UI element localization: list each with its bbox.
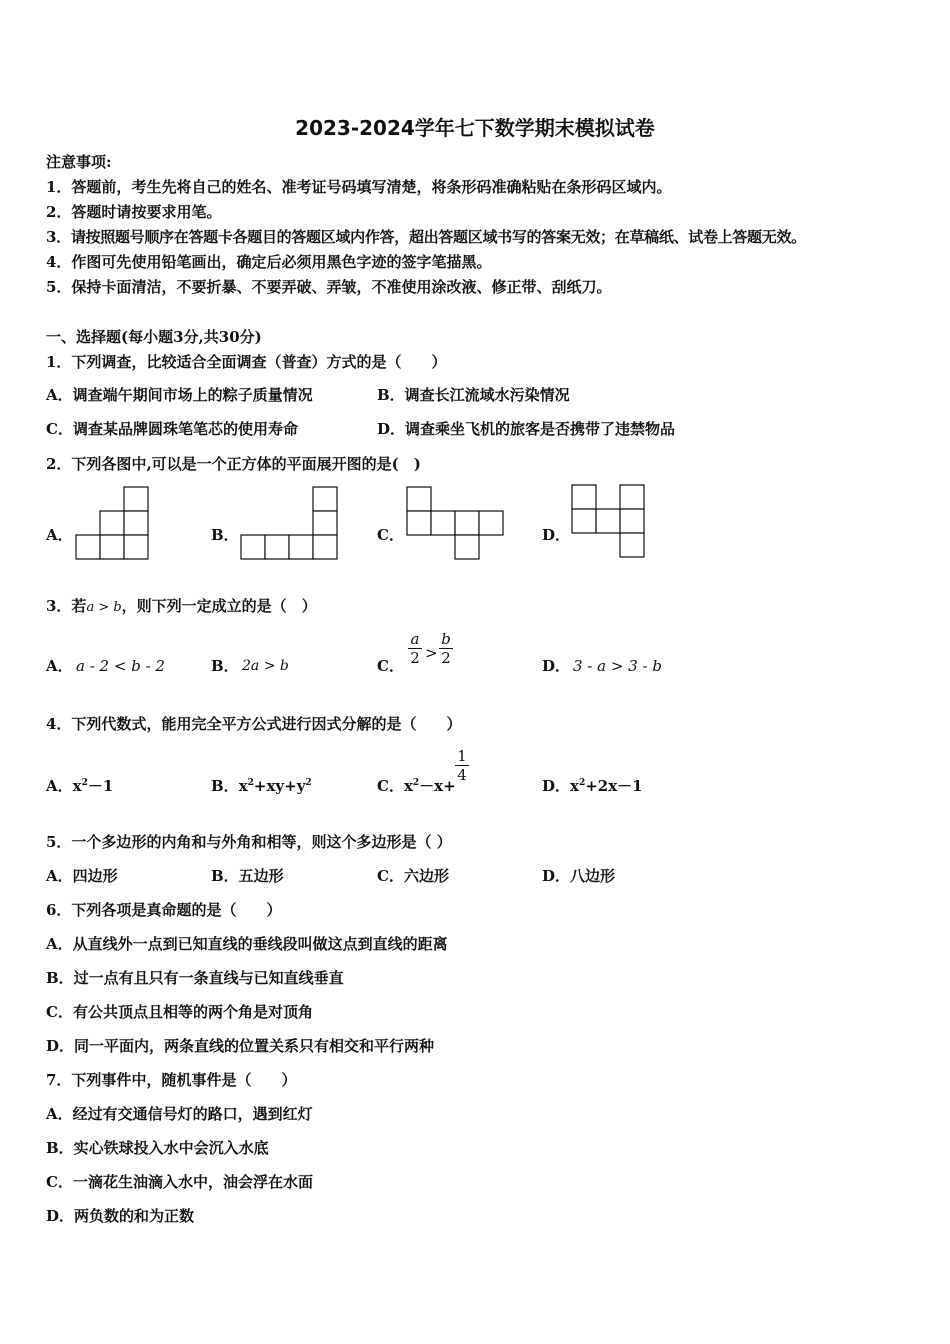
notice-heading: 注意事项: xyxy=(46,153,112,171)
q2-label-a: A． xyxy=(46,526,73,544)
q1-option-d: D．调查乘坐飞机的旅客是否携带了违禁物品 xyxy=(377,420,676,438)
q2-label-b: B． xyxy=(211,526,239,544)
q7-option-b: B．实心铁球投入水中会沉入水底 xyxy=(46,1139,269,1157)
q7-option-a: A．经过有交通信号灯的路口，遇到红灯 xyxy=(46,1105,313,1123)
q3-option-b-label: B． xyxy=(211,657,239,675)
q2-net-a xyxy=(74,485,152,561)
q5-stem: 5．一个多边形的内角和与外角和相等，则这个多边形是（ ） xyxy=(46,833,452,851)
q7-stem: 7．下列事件中，随机事件是（ ） xyxy=(46,1071,297,1089)
q6-option-a: A．从直线外一点到已知直线的垂线段叫做这点到直线的距离 xyxy=(46,935,448,953)
q7-option-d: D．两负数的和为正数 xyxy=(46,1207,195,1225)
q7-option-c: C．一滴花生油滴入水中，油会浮在水面 xyxy=(46,1173,313,1191)
notice-item-4: 4．作图可先使用铅笔画出，确定后必须用黑色字迹的签字笔描黑。 xyxy=(46,253,492,271)
q6-stem: 6．下列各项是真命题的是（ ） xyxy=(46,901,282,919)
q1-stem: 1．下列调查，比较适合全面调查（普查）方式的是（ ） xyxy=(46,353,447,371)
q4-option-d: D．$x^2+2x-1$ xyxy=(542,777,643,795)
q2-net-c xyxy=(405,485,507,561)
q6-option-d: D．同一平面内，两条直线的位置关系只有相交和平行两种 xyxy=(46,1037,435,1055)
section-heading: 一、选择题(每小题3分,共30分) xyxy=(46,328,262,346)
q6-option-b: B．过一点有且只有一条直线与已知直线垂直 xyxy=(46,969,344,987)
q6-option-c: C．有公共顶点且相等的两个角是对顶角 xyxy=(46,1003,313,1021)
q4-option-c: C．$x^2-x+$ xyxy=(377,777,456,795)
q3-option-b-expr: 2a > b xyxy=(242,658,289,674)
notice-item-1: 1．答题前，考生先将自己的姓名、准考证号码填写清楚，将条形码准确粘贴在条形码区域内。 xyxy=(46,178,672,196)
q3-option-c-relation: > xyxy=(425,644,438,662)
q2-label-d: D． xyxy=(542,526,571,544)
q3-option-c-label: C． xyxy=(377,657,404,675)
q3-option-d-expr: 3 - a > 3 - b xyxy=(573,657,662,675)
q1-option-b: B．调查长江流域水污染情况 xyxy=(377,386,570,404)
q3-stem: 3．若a > b，则下列一定成立的是（ ） xyxy=(46,597,317,615)
q3-option-d-label: D． xyxy=(542,657,571,675)
q4-option-b: B．$x^2+xy+y^2$ xyxy=(211,777,312,795)
notice-item-2: 2．答题时请按要求用笔。 xyxy=(46,203,222,221)
q3-condition: a > b xyxy=(86,600,122,615)
q5-option-d: D．八边形 xyxy=(542,867,616,885)
notice-item-5: 5．保持卡面清洁，不要折暴、不要弄破、弄皱，不准使用涂改液、修正带、刮纸刀。 xyxy=(46,278,612,296)
page-title: 2023-2024学年七下数学期末模拟试卷 xyxy=(295,116,655,140)
q1-option-c: C．调查某品牌圆珠笔笔芯的使用寿命 xyxy=(46,420,298,438)
q5-option-c: C．六边形 xyxy=(377,867,449,885)
q5-option-b: B．五边形 xyxy=(211,867,284,885)
q4-option-a: A．$x^2-1$ xyxy=(46,777,114,795)
q1-option-a: A．调查端午期间市场上的粽子质量情况 xyxy=(46,386,313,404)
q3-option-a-expr: a - 2 < b - 2 xyxy=(76,657,165,675)
q2-net-b xyxy=(239,485,341,561)
notice-item-3: 3．请按照题号顺序在答题卡各题目的答题区域内作答，超出答题区域书写的答案无效；在草稿纸、试卷上答题无效。 xyxy=(46,228,806,246)
q4-option-c-fraction: 1 4 xyxy=(455,747,469,784)
q2-label-c: C． xyxy=(377,526,404,544)
q3-option-c-fraction-b: b 2 xyxy=(439,630,453,667)
q2-stem: 2．下列各图中,可以是一个正方体的平面展开图的是( ) xyxy=(46,455,421,473)
q5-option-a: A．四边形 xyxy=(46,867,118,885)
q3-option-a-label: A． xyxy=(46,657,73,675)
q4-stem: 4．下列代数式，能用完全平方公式进行因式分解的是（ ） xyxy=(46,715,462,733)
q2-net-d xyxy=(570,483,648,561)
q3-option-c-fraction-a: a 2 xyxy=(408,630,422,667)
